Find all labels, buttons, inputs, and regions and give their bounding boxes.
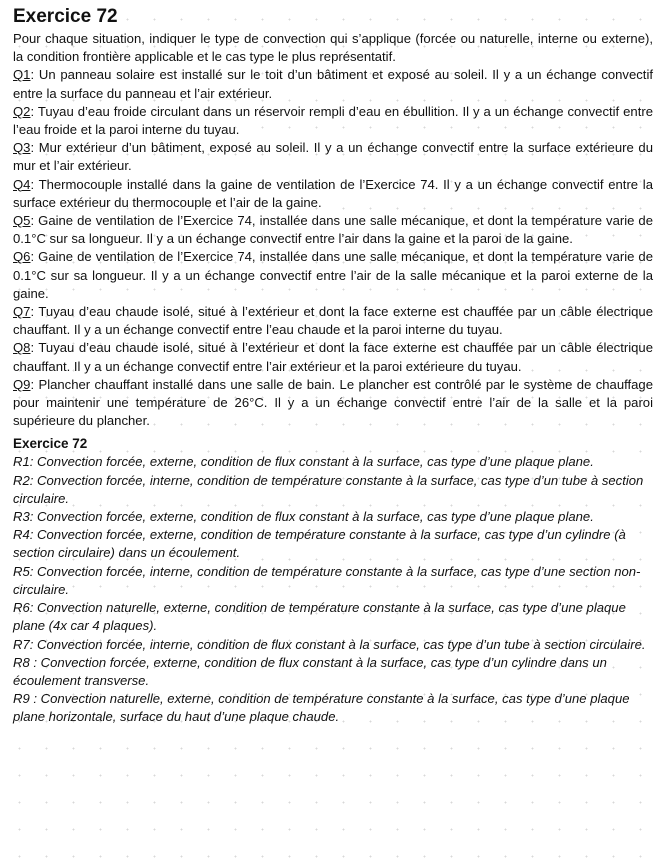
question-text: : Mur extérieur d’un bâtiment, exposé au soleil. Il y a un échange convectif entre la surface extérieure du mur et l’air extérieur.: [13, 140, 653, 174]
answer-r3: R3: Convection forcée, externe, condition de flux constant à la surface, cas type d’une plaque plane.: [13, 509, 594, 525]
question-q1: [13, 66, 653, 102]
answer-r2: R2: Convection forcée, interne, condition de température constante à la surface, cas type d’un tube à section circulaire.: [13, 472, 644, 506]
question-text: : Tuyau d’eau chaude isolé, situé à l’extérieur et dont la face externe est chauffée par un câble électrique chauffant. Il y a un échange convectif entre l’air extérieur et la paroi extérieure du tuyau.: [13, 340, 653, 374]
question-q7: [13, 303, 653, 339]
question-id: Q2: [13, 103, 31, 119]
exercise-title: Exercice 72: [13, 6, 118, 27]
question-q9: [13, 376, 653, 431]
question-text: : Thermocouple installé dans la gaine de ventilation de l’Exercice 74. Il y a un échange convectif entre la surface extérieur du thermocouple et l’air de la gaine.: [13, 176, 653, 210]
answers-title: Exercice 72: [13, 436, 88, 452]
question-id: Q3: [13, 140, 31, 156]
answer-r1: R1: Convection forcée, externe, condition de flux constant à la surface, cas type d’une plaque plane.: [13, 454, 594, 470]
question-text: : Gaine de ventilation de l’Exercice 74, installée dans une salle mécanique, et dont la température varie de 0.1°C sur sa longueur. Il y a un échange convectif entre l’air de la salle mécanique et la paroi externe de la gaine.: [13, 249, 653, 301]
answer-r6: R6: Convection naturelle, externe, condition de température constante à la surface, cas type d’une plaque plane (4x car 4 plaques).: [13, 600, 626, 634]
question-text: : Gaine de ventilation de l’Exercice 74, installée dans une salle mécanique, et dont la température varie de 0.1°C sur sa longueur. Il y a un échange convectif entre l’air dans la gaine et la paroi de la gaine.: [13, 213, 653, 247]
question-q2: [13, 103, 653, 139]
answer-r5: R5: Convection forcée, interne, condition de température constante à la surface, cas type d’une section non-circulaire.: [13, 563, 641, 597]
question-text: : Tuyau d’eau froide circulant dans un réservoir rempli d’eau en ébullition. Il y a un échange convectif entre l’eau froide et la paroi interne du tuyau.: [13, 103, 653, 138]
question-id: Q4: [13, 176, 31, 192]
question-q5: [13, 212, 653, 248]
question-id: Q7: [13, 304, 31, 320]
question-id: Q1: [13, 67, 31, 83]
question-id: Q8: [13, 340, 31, 356]
question-q6: [13, 248, 653, 303]
question-id: Q9: [13, 376, 31, 392]
question-text: : Un panneau solaire est installé sur le toit d’un bâtiment et exposé au soleil. Il y a un échange convectif entre la surface du panneau et l’air extérieur.: [13, 67, 653, 101]
question-text: : Plancher chauffant installé dans une salle de bain. Le plancher est contrôlé par le système de chauffage pour maintenir une température de 26°C. Il y a un échange convectif entre l’air de la salle et la paroi supérieure du plancher.: [13, 376, 653, 429]
question-q3: [13, 139, 653, 175]
question-id: Q5: [13, 213, 31, 229]
answer-r9: R9 : Convection naturelle, externe, condition de température constante à la surface, cas type d’une plaque plane horizontale, surface du haut d’une plaque chaude.: [13, 691, 630, 725]
question-q8: [13, 339, 653, 375]
answer-r4: R4: Convection forcée, externe, condition de température constante à la surface, cas type d’un cylindre (à section circulaire) dans un écoulement.: [13, 527, 626, 561]
answer-r8: R8 : Convection forcée, externe, condition de flux constant à la surface, cas type d’un cylindre dans un écoulement transverse.: [13, 654, 607, 688]
exercise-intro: Pour chaque situation, indiquer le type de convection qui s’applique (forcée ou naturelle, interne ou externe), la condition frontière applicable et le cas type le plus représentatif.: [13, 31, 653, 65]
question-text: : Tuyau d’eau chaude isolé, situé à l’extérieur et dont la face externe est chauffée par un câble électrique chauffant. Il y a un échange convectif entre l’eau chaude et la paroi interne du tuyau.: [13, 304, 653, 338]
question-q4: [13, 176, 653, 212]
question-id: Q6: [13, 249, 31, 265]
answer-r7: R7: Convection forcée, interne, condition de flux constant à la surface, cas type d’un tube à section circulaire.: [13, 636, 646, 652]
